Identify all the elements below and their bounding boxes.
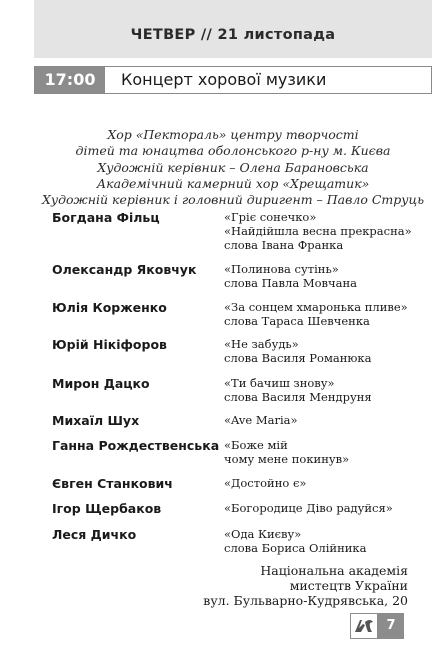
- work-line: слова Василя Романюка: [224, 351, 372, 365]
- work-title: [224, 337, 371, 365]
- choir-name-line-2: дітей та юнацтва оболонського р-ну м. Києва: [75, 143, 391, 158]
- performer-name: Юрій Нікіфоров: [52, 337, 167, 352]
- work-line: «Ти бачиш знову»: [224, 376, 335, 390]
- performer-name: Ганна Рождественська: [52, 438, 220, 453]
- event-header: [34, 66, 432, 94]
- performer-name: Леся Дичко: [52, 527, 137, 542]
- venue-address: [203, 563, 408, 608]
- performer-name: Олександр Яковчук: [52, 262, 197, 277]
- event-title: Концерт хорової музики: [121, 70, 327, 89]
- performer-name: Юлія Корженко: [52, 300, 167, 315]
- performer-name: Мирон Дацко: [52, 376, 150, 391]
- work-line: «Боже мій: [224, 438, 288, 452]
- work-title: [224, 501, 393, 515]
- work-line: слова Василя Мендруня: [224, 390, 372, 404]
- work-line: «Гріє сонечко»: [224, 210, 317, 224]
- page-number-box: [350, 613, 404, 639]
- performer-name: Богдана Фільц: [52, 210, 160, 225]
- work-title: [224, 210, 412, 252]
- work-title: [224, 527, 366, 555]
- day-heading: ЧЕТВЕР // 21 листопада: [130, 27, 336, 43]
- work-line: чому мене покинув»: [224, 452, 350, 466]
- work-line: «Найдійшла весна прекрасна»: [224, 224, 412, 238]
- performer-name: Євген Станкович: [52, 476, 173, 491]
- work-title: [224, 300, 408, 328]
- work-line: «Не забудь»: [224, 337, 299, 351]
- work-title: [224, 262, 357, 290]
- event-time: 17:00: [35, 67, 105, 93]
- work-line: «Ave Maria»: [224, 413, 298, 427]
- festival-logo-icon: [350, 613, 378, 639]
- performer-name: Михаїл Шух: [52, 413, 140, 428]
- work-title: [224, 413, 298, 427]
- work-title: [224, 476, 306, 490]
- second-choir-line: Академічний камерний хор «Хрещатик»: [96, 176, 370, 191]
- work-line: слова Павла Мовчана: [224, 276, 357, 290]
- day-header-band: [34, 0, 432, 58]
- work-line: «Достойно є»: [224, 476, 307, 490]
- performer-name: Ігор Щербаков: [52, 501, 162, 516]
- venue-line: мистецтв України: [289, 578, 408, 593]
- page-number: 7: [386, 618, 396, 633]
- conductor-line: Художній керівник і головний диригент – Павло Струць: [41, 192, 425, 207]
- work-line: слова Івана Франка: [224, 238, 344, 252]
- work-line: «За сонцем хмаронька пливе»: [224, 300, 408, 314]
- work-title: [224, 376, 372, 404]
- work-line: слова Бориса Олійника: [224, 541, 367, 555]
- work-line: «Полинова сутінь»: [224, 262, 339, 276]
- choir-name-line-1: Хор «Пектораль» центру творчості: [107, 127, 359, 142]
- work-title: [224, 438, 349, 466]
- venue-line: вул. Бульварно-Кудрявська, 20: [203, 593, 408, 608]
- work-line: «Богородице Діво радуйся»: [224, 501, 393, 515]
- artistic-director-line: Художній керівник – Олена Барановська: [97, 160, 369, 175]
- venue-line: Національна академія: [260, 563, 408, 578]
- work-line: «Ода Києву»: [224, 527, 302, 541]
- work-line: слова Тараса Шевченка: [224, 314, 370, 328]
